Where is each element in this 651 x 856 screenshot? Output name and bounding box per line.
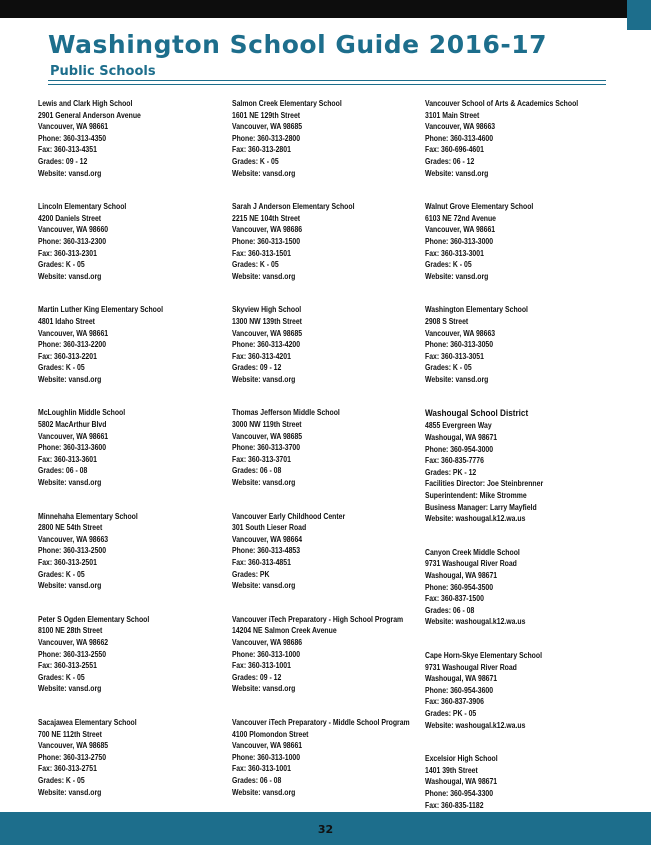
entry-detail: Vancouver, WA 98662: [38, 637, 109, 647]
entry-detail: 8100 NE 28th Street: [38, 626, 103, 636]
entry-detail: Website: vansd.org: [232, 787, 296, 797]
entry-detail: Fax: 360-313-1501: [232, 248, 291, 258]
entry-detail: Washougal, WA 98671: [425, 674, 498, 684]
page-title: Washington School Guide 2016-17: [48, 30, 548, 59]
entry-detail: Website: vansd.org: [38, 581, 102, 591]
entry-name: Vancouver iTech Preparatory - High School Program: [232, 614, 404, 624]
top-corner-accent: [627, 0, 651, 30]
entry-detail: Website: vansd.org: [232, 168, 296, 178]
entry-detail: Fax: 360-313-3001: [425, 248, 484, 258]
entry-detail: Website: washougal.k12.wa.us: [425, 720, 526, 730]
school-entry: [232, 201, 439, 282]
entry-detail: Grades: 06 - 08: [232, 466, 282, 476]
school-entry: [425, 650, 603, 731]
entry-detail: Phone: 360-313-1000: [232, 649, 301, 659]
entry-detail: Grades: K - 05: [425, 363, 472, 373]
school-entry: [232, 407, 439, 488]
entry-detail: Business Manager: Larry Mayfield: [425, 502, 537, 512]
school-entry: [425, 201, 603, 282]
entry-detail: Washougal, WA 98671: [425, 433, 498, 443]
entry-detail: Grades: K - 05: [232, 260, 279, 270]
entry-detail: 301 South Lieser Road: [232, 523, 307, 533]
entry-detail: Phone: 360-313-4600: [425, 133, 494, 143]
entry-detail: Phone: 360-954-3000: [425, 444, 494, 454]
entry-detail: 5802 MacArthur Blvd: [38, 420, 107, 430]
school-entry: [38, 614, 183, 695]
entry-detail: Website: vansd.org: [38, 271, 102, 281]
entry-detail: Grades: 06 - 08: [232, 775, 282, 785]
school-entry: [38, 407, 183, 488]
entry-detail: 14204 NE Salmon Creek Avenue: [232, 626, 337, 636]
entry-detail: Phone: 360-313-2200: [38, 340, 107, 350]
entry-detail: Fax: 360-313-2551: [38, 661, 97, 671]
school-entry: [38, 717, 183, 798]
entry-detail: Fax: 360-313-2201: [38, 351, 97, 361]
entry-detail: Fax: 360-313-2501: [38, 558, 97, 567]
entry-detail: Grades: K - 05: [232, 156, 279, 166]
school-entry: [425, 304, 603, 385]
entry-detail: Grades: PK - 12: [425, 467, 477, 477]
entry-detail: Vancouver, WA 98686: [232, 637, 303, 647]
school-entry: [38, 304, 183, 385]
entry-detail: Washougal, WA 98671: [425, 571, 498, 580]
entry-name: McLoughlin Middle School: [38, 408, 126, 418]
entry-name: Vancouver School of Arts & Academics School: [425, 99, 579, 108]
entry-detail: Fax: 360-313-3601: [38, 454, 97, 464]
entry-detail: 1300 NW 139th Street: [232, 316, 302, 326]
entry-detail: Fax: 360-313-4201: [232, 351, 291, 361]
entry-detail: Fax: 360-313-4851: [232, 558, 291, 567]
entry-name: Skyview High School: [232, 305, 302, 315]
entry-detail: Website: vansd.org: [232, 478, 296, 488]
entry-detail: Vancouver, WA 98661: [232, 741, 303, 751]
entry-detail: Vancouver, WA 98661: [38, 328, 109, 338]
entry-name: Peter S Ogden Elementary School: [38, 614, 150, 624]
entry-detail: Fax: 360-313-2751: [38, 764, 97, 774]
entry-detail: Grades: K - 05: [38, 775, 85, 785]
entry-name: Lincoln Elementary School: [38, 202, 127, 212]
entry-detail: 4200 Daniels Street: [38, 213, 102, 223]
entry-detail: Vancouver, WA 98660: [38, 225, 109, 235]
entry-detail: Grades: PK - 05: [425, 708, 477, 718]
entry-detail: Website: vansd.org: [38, 168, 102, 178]
school-entry: [232, 717, 439, 798]
entry-detail: Grades: K - 05: [38, 260, 85, 270]
entry-detail: Phone: 360-313-3050: [425, 340, 494, 350]
entry-detail: Vancouver, WA 98685: [232, 122, 303, 132]
entry-detail: Website: vansd.org: [38, 374, 102, 384]
entry-detail: 2901 General Anderson Avenue: [38, 110, 141, 120]
header-rule-bottom: [48, 84, 606, 85]
entry-detail: Phone: 360-313-3700: [232, 443, 301, 453]
entry-name: Washington Elementary School: [425, 305, 528, 315]
entry-detail: Website: vansd.org: [38, 478, 102, 488]
entry-detail: Grades: 09 - 12: [38, 156, 88, 166]
entry-detail: Washougal, WA 98671: [425, 777, 498, 787]
entry-detail: Website: washougal.k12.wa.us: [425, 617, 526, 627]
listing-column-2: [232, 98, 439, 820]
entry-detail: Fax: 360-313-2301: [38, 248, 97, 258]
entry-detail: Phone: 360-313-4853: [232, 546, 301, 556]
entry-detail: 2215 NE 104th Street: [232, 213, 301, 223]
entry-detail: Vancouver, WA 98685: [232, 328, 303, 338]
school-entry: [232, 304, 439, 385]
entry-detail: 700 NE 112th Street: [38, 729, 102, 739]
entry-detail: Phone: 360-313-4350: [38, 133, 107, 143]
entry-name: Thomas Jefferson Middle School: [232, 408, 340, 418]
entry-detail: Grades: 09 - 12: [232, 672, 282, 682]
entry-detail: Fax: 360-313-3701: [232, 454, 291, 464]
entry-detail: Phone: 360-313-4200: [232, 340, 301, 350]
entry-detail: Fax: 360-837-3906: [425, 697, 484, 707]
entry-detail: Website: vansd.org: [425, 271, 489, 281]
entry-name: Martin Luther King Elementary School: [38, 305, 164, 315]
entry-name: Salmon Creek Elementary School: [232, 99, 342, 108]
entry-detail: Website: vansd.org: [232, 684, 296, 694]
entry-detail: 2908 S Street: [425, 316, 469, 326]
top-banner-bar: [0, 0, 651, 18]
header-rule-top: [48, 80, 606, 81]
entry-detail: Grades: PK: [232, 569, 270, 579]
entry-detail: Vancouver, WA 98663: [425, 122, 496, 132]
entry-detail: Phone: 360-954-3500: [425, 582, 494, 592]
entry-detail: Fax: 360-837-1500: [425, 594, 484, 604]
entry-name: Vancouver Early Childhood Center: [232, 511, 346, 521]
entry-detail: Fax: 360-313-1001: [232, 764, 291, 774]
entry-name: Sarah J Anderson Elementary School: [232, 202, 355, 212]
entry-detail: Website: vansd.org: [38, 787, 102, 797]
entry-detail: Vancouver, WA 98663: [38, 534, 109, 544]
school-entry: [38, 201, 183, 282]
entry-detail: Grades: K - 05: [425, 260, 472, 270]
entry-detail: 9731 Washougal River Road: [425, 662, 517, 672]
entry-detail: Grades: K - 05: [38, 672, 85, 682]
entry-detail: 9731 Washougal River Road: [425, 559, 517, 569]
entry-detail: Grades: 06 - 08: [425, 605, 475, 615]
entry-detail: Phone: 360-313-2800: [232, 133, 301, 143]
entry-detail: Fax: 360-835-7776: [425, 456, 484, 466]
school-entry: [232, 614, 439, 695]
entry-name: Minnehaha Elementary School: [38, 511, 138, 521]
entry-detail: 6103 NE 72nd Avenue: [425, 213, 497, 223]
entry-detail: 4100 Plomondon Street: [232, 729, 309, 739]
entry-detail: 4801 Idaho Street: [38, 316, 95, 326]
entry-detail: Website: vansd.org: [232, 271, 296, 281]
listing-column-3: [425, 98, 603, 856]
entry-detail: Phone: 360-313-2750: [38, 752, 107, 762]
page-number: 32: [317, 823, 334, 836]
entry-name: Sacajawea Elementary School: [38, 717, 137, 727]
entry-detail: Grades: K - 05: [38, 569, 85, 579]
entry-detail: Phone: 360-313-1500: [232, 236, 301, 246]
entry-detail: Website: vansd.org: [232, 581, 296, 591]
entry-detail: 3000 NW 119th Street: [232, 420, 302, 430]
school-entry: [38, 98, 183, 179]
entry-detail: Grades: K - 05: [38, 363, 85, 373]
listing-column-1: [38, 98, 183, 820]
entry-detail: Grades: 09 - 12: [232, 363, 282, 373]
entry-name: Cape Horn-Skye Elementary School: [425, 650, 543, 660]
entry-detail: Fax: 360-835-1182: [425, 800, 484, 810]
entry-detail: Website: vansd.org: [38, 684, 102, 694]
school-entry: [425, 547, 603, 628]
entry-detail: Vancouver, WA 98685: [232, 431, 303, 441]
entry-detail: Website: vansd.org: [232, 374, 296, 384]
entry-detail: 2800 NE 54th Street: [38, 523, 103, 533]
entry-name: Vancouver iTech Preparatory - Middle School Program: [232, 717, 410, 727]
entry-name: Canyon Creek Middle School: [425, 547, 520, 557]
entry-detail: Superintendent: Mike Stromme: [425, 491, 527, 501]
entry-detail: Fax: 360-313-2801: [232, 145, 291, 155]
entry-detail: 4855 Evergreen Way: [425, 421, 492, 431]
entry-detail: Phone: 360-313-3000: [425, 236, 494, 246]
entry-detail: Vancouver, WA 98664: [232, 534, 303, 544]
entry-detail: Website: vansd.org: [425, 374, 489, 384]
entry-detail: Phone: 360-954-3300: [425, 788, 494, 798]
entry-detail: Vancouver, WA 98663: [425, 328, 496, 338]
school-entry: [38, 511, 183, 592]
page-subtitle: Public Schools: [50, 64, 156, 79]
entry-name: Washougal School District: [425, 408, 529, 420]
district-entry: [425, 407, 603, 524]
school-entry: [232, 511, 439, 592]
entry-name: Lewis and Clark High School: [38, 99, 133, 108]
entry-detail: Website: washougal.k12.wa.us: [425, 514, 526, 524]
entry-detail: Phone: 360-954-3600: [425, 685, 494, 695]
entry-name: Walnut Grove Elementary School: [425, 202, 534, 212]
entry-detail: Vancouver, WA 98661: [425, 225, 496, 235]
entry-detail: Grades: 06 - 12: [425, 156, 475, 166]
entry-detail: 3101 Main Street: [425, 110, 480, 120]
entry-detail: Phone: 360-313-3600: [38, 443, 107, 453]
entry-detail: Fax: 360-313-3051: [425, 351, 484, 361]
entry-detail: Phone: 360-313-1000: [232, 752, 301, 762]
entry-detail: Vancouver, WA 98685: [38, 741, 109, 751]
entry-detail: Grades: 06 - 08: [38, 466, 88, 476]
entry-detail: Phone: 360-313-2550: [38, 649, 107, 659]
school-entry: [232, 98, 439, 179]
entry-detail: Fax: 360-313-4351: [38, 145, 97, 155]
entry-detail: Phone: 360-313-2500: [38, 546, 107, 556]
entry-detail: Facilities Director: Joe Steinbrenner: [425, 479, 544, 489]
entry-detail: Vancouver, WA 98661: [38, 122, 109, 132]
entry-detail: Fax: 360-696-4601: [425, 145, 484, 155]
entry-detail: Vancouver, WA 98686: [232, 225, 303, 235]
school-entry: [425, 98, 603, 179]
entry-detail: Vancouver, WA 98661: [38, 431, 109, 441]
entry-detail: Fax: 360-313-1001: [232, 661, 291, 671]
entry-detail: Website: vansd.org: [425, 168, 489, 178]
entry-detail: 1401 39th Street: [425, 765, 478, 775]
entry-name: Excelsior High School: [425, 754, 498, 764]
entry-detail: 1601 NE 129th Street: [232, 110, 301, 120]
entry-detail: Phone: 360-313-2300: [38, 236, 107, 246]
